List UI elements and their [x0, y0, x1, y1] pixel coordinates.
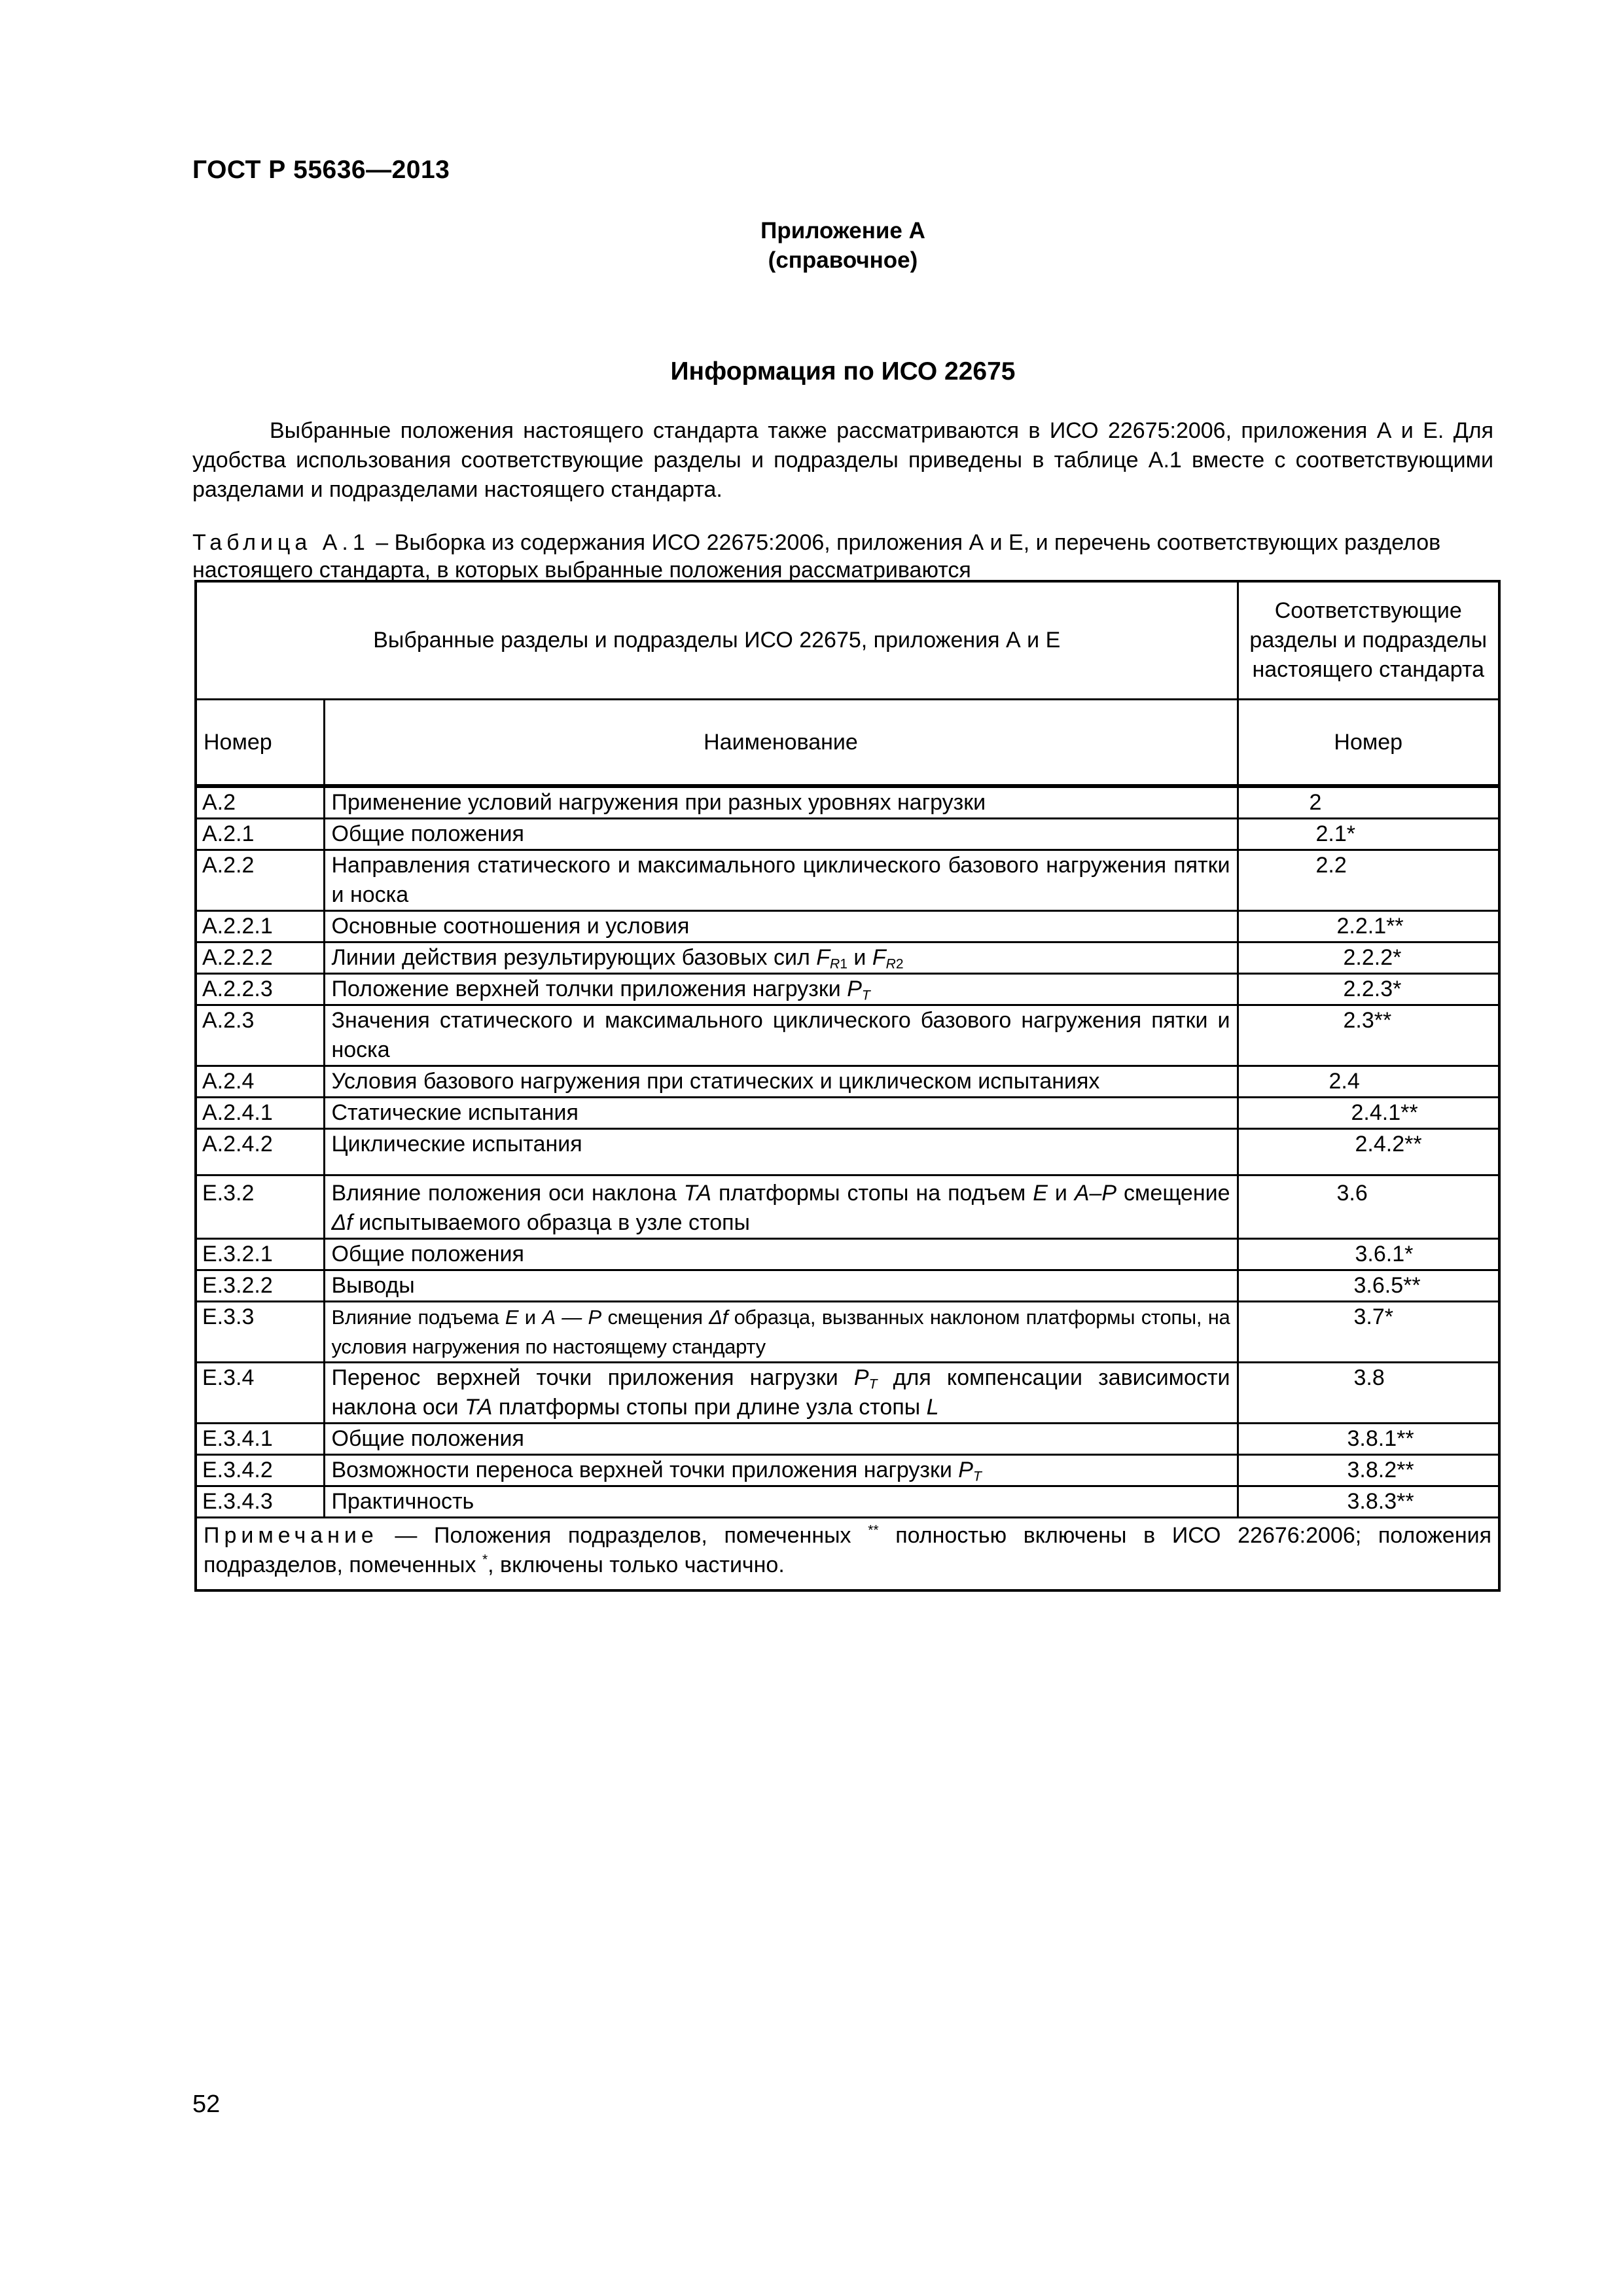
row-number: Е.3.4.1	[196, 1424, 324, 1455]
row-name: Практичность	[324, 1486, 1238, 1518]
row-number: А.2.4	[196, 1066, 324, 1098]
row-number: А.2.2.3	[196, 974, 324, 1005]
row-number: Е.3.4.2	[196, 1455, 324, 1486]
table-row	[196, 1455, 1499, 1486]
row-name: Общие положения	[324, 1424, 1238, 1455]
row-name: Циклические испытания	[324, 1129, 1238, 1175]
row-reference: 2	[1238, 786, 1499, 819]
table-caption-label: Таблица А.1	[192, 530, 370, 555]
table-container	[194, 580, 1498, 1592]
row-name: Условия базового нагружения при статических и циклическом испытаниях	[324, 1066, 1238, 1098]
row-number: Е.3.3	[196, 1302, 324, 1363]
row-reference: 3.6.1*	[1238, 1239, 1499, 1270]
row-reference: 3.8.1**	[1238, 1424, 1499, 1455]
section-title: Информация по ИСО 22675	[670, 357, 1016, 386]
header-number: Номер	[196, 700, 324, 787]
row-number: А.2.2	[196, 850, 324, 911]
row-name: Перенос верхней точки приложения нагрузки $P_T$ для компенсации зависимости наклона оси ТА платформы стопы при длине узла стопы L	[324, 1363, 1238, 1424]
header-standard-sections: Соответствующие разделы и подразделы настоящего стандарта	[1238, 581, 1499, 700]
table-row	[196, 850, 1499, 911]
row-number: А.2	[196, 786, 324, 819]
table-row	[196, 819, 1499, 850]
row-reference: 2.4.1**	[1238, 1098, 1499, 1129]
table-row	[196, 1239, 1499, 1270]
row-number: Е.3.4.3	[196, 1486, 324, 1518]
row-number: А.2.2.1	[196, 911, 324, 942]
table-row	[196, 1005, 1499, 1066]
row-number: А.2.4.2	[196, 1129, 324, 1175]
table-note: Примечание — Положения подразделов, помеченных ** полностью включены в ИСО 22676:2006; положения подразделов, помеченных *, включены только частично.	[196, 1518, 1499, 1591]
row-name: Выводы	[324, 1270, 1238, 1302]
table-row	[196, 1066, 1499, 1098]
table-subheader-row	[196, 700, 1499, 787]
row-number: Е.3.2.1	[196, 1239, 324, 1270]
table-header-row	[196, 581, 1499, 700]
table-row	[196, 1424, 1499, 1455]
appendix-subtitle: (справочное)	[768, 247, 918, 273]
intro-paragraph	[192, 416, 1493, 505]
table-caption	[192, 529, 1495, 584]
row-name: Влияние положения оси наклона ТА платформы стопы на подъем Е и А–Р смещение Δf испытываемого образца в узле стопы	[324, 1175, 1238, 1239]
row-number: А.2.3	[196, 1005, 324, 1066]
row-reference: 2.4.2**	[1238, 1129, 1499, 1175]
row-name: Основные соотношения и условия	[324, 911, 1238, 942]
row-name: Общие положения	[324, 1239, 1238, 1270]
table-row	[196, 1302, 1499, 1363]
row-reference: 3.8.3**	[1238, 1486, 1499, 1518]
row-number: А.2.1	[196, 819, 324, 850]
document-code: ГОСТ Р 55636—2013	[192, 156, 450, 184]
row-name: Возможности переноса верхней точки приложения нагрузки $P_T$	[324, 1455, 1238, 1486]
row-number: А.2.2.2	[196, 942, 324, 974]
row-reference: 3.8	[1238, 1363, 1499, 1424]
row-number: Е.3.2	[196, 1175, 324, 1239]
row-reference: 2.2.2*	[1238, 942, 1499, 974]
table-row	[196, 1363, 1499, 1424]
row-reference: 2.4	[1238, 1066, 1499, 1098]
row-reference: 2.1*	[1238, 819, 1499, 850]
table-row	[196, 786, 1499, 819]
table-row	[196, 974, 1499, 1005]
sections-table	[194, 580, 1501, 1592]
table-row	[196, 1270, 1499, 1302]
row-reference: 3.8.2**	[1238, 1455, 1499, 1486]
table-caption-text: – Выборка из содержания ИСО 22675:2006, приложения А и Е, и перечень соответствующих разделов настоящего стандарта, в которых выбранные положения рассматриваются	[192, 530, 1441, 583]
page-number: 52	[192, 2090, 221, 2118]
table-row	[196, 942, 1499, 974]
header-iso-sections: Выбранные разделы и подразделы ИСО 22675, приложения А и Е	[196, 581, 1238, 700]
row-reference: 3.6	[1238, 1175, 1499, 1239]
row-reference: 2.3**	[1238, 1005, 1499, 1066]
table-row	[196, 1098, 1499, 1129]
row-name: Влияние подъема Е и А — Р смещения Δf образца, вызванных наклоном платформы стопы, на условия нагружения по настоящему стандарту	[324, 1302, 1238, 1363]
row-number: Е.3.4	[196, 1363, 324, 1424]
row-name: Положение верхней толчки приложения нагрузки $P_T$	[324, 974, 1238, 1005]
intro-text: Выбранные положения настоящего стандарта также рассматриваются в ИСО 22675:2006, приложения А и Е. Для удобства использования соответствующие разделы и подразделы приведены в таблице А.1 вместе с соответствующими разделами и подразделами настоящего стандарта.	[192, 418, 1493, 502]
row-name: Статические испытания	[324, 1098, 1238, 1129]
appendix-title: Приложение А	[760, 218, 925, 243]
header-standard-number: Номер	[1238, 700, 1499, 787]
table-row	[196, 1486, 1499, 1518]
row-number: А.2.4.1	[196, 1098, 324, 1129]
row-reference: 2.2.1**	[1238, 911, 1499, 942]
table-row	[196, 1129, 1499, 1175]
row-reference: 2.2	[1238, 850, 1499, 911]
row-number: Е.3.2.2	[196, 1270, 324, 1302]
row-name: Значения статического и максимального циклического базового нагружения пятки и носка	[324, 1005, 1238, 1066]
header-name: Наименование	[324, 700, 1238, 787]
row-name: Применение условий нагружения при разных уровнях нагрузки	[324, 786, 1238, 819]
appendix-heading	[0, 216, 1623, 275]
row-name: Общие положения	[324, 819, 1238, 850]
row-reference: 3.6.5**	[1238, 1270, 1499, 1302]
table-note-row	[196, 1518, 1499, 1591]
note-label: Примечание	[204, 1523, 378, 1548]
row-reference: 3.7*	[1238, 1302, 1499, 1363]
table-row	[196, 1175, 1499, 1239]
table-row	[196, 911, 1499, 942]
row-name: Линии действия результирующих базовых сил $F_{R1}$ и $F_{R2}$	[324, 942, 1238, 974]
table-body	[196, 581, 1499, 1590]
row-reference: 2.2.3*	[1238, 974, 1499, 1005]
row-name: Направления статического и максимального циклического базового нагружения пятки и носка	[324, 850, 1238, 911]
